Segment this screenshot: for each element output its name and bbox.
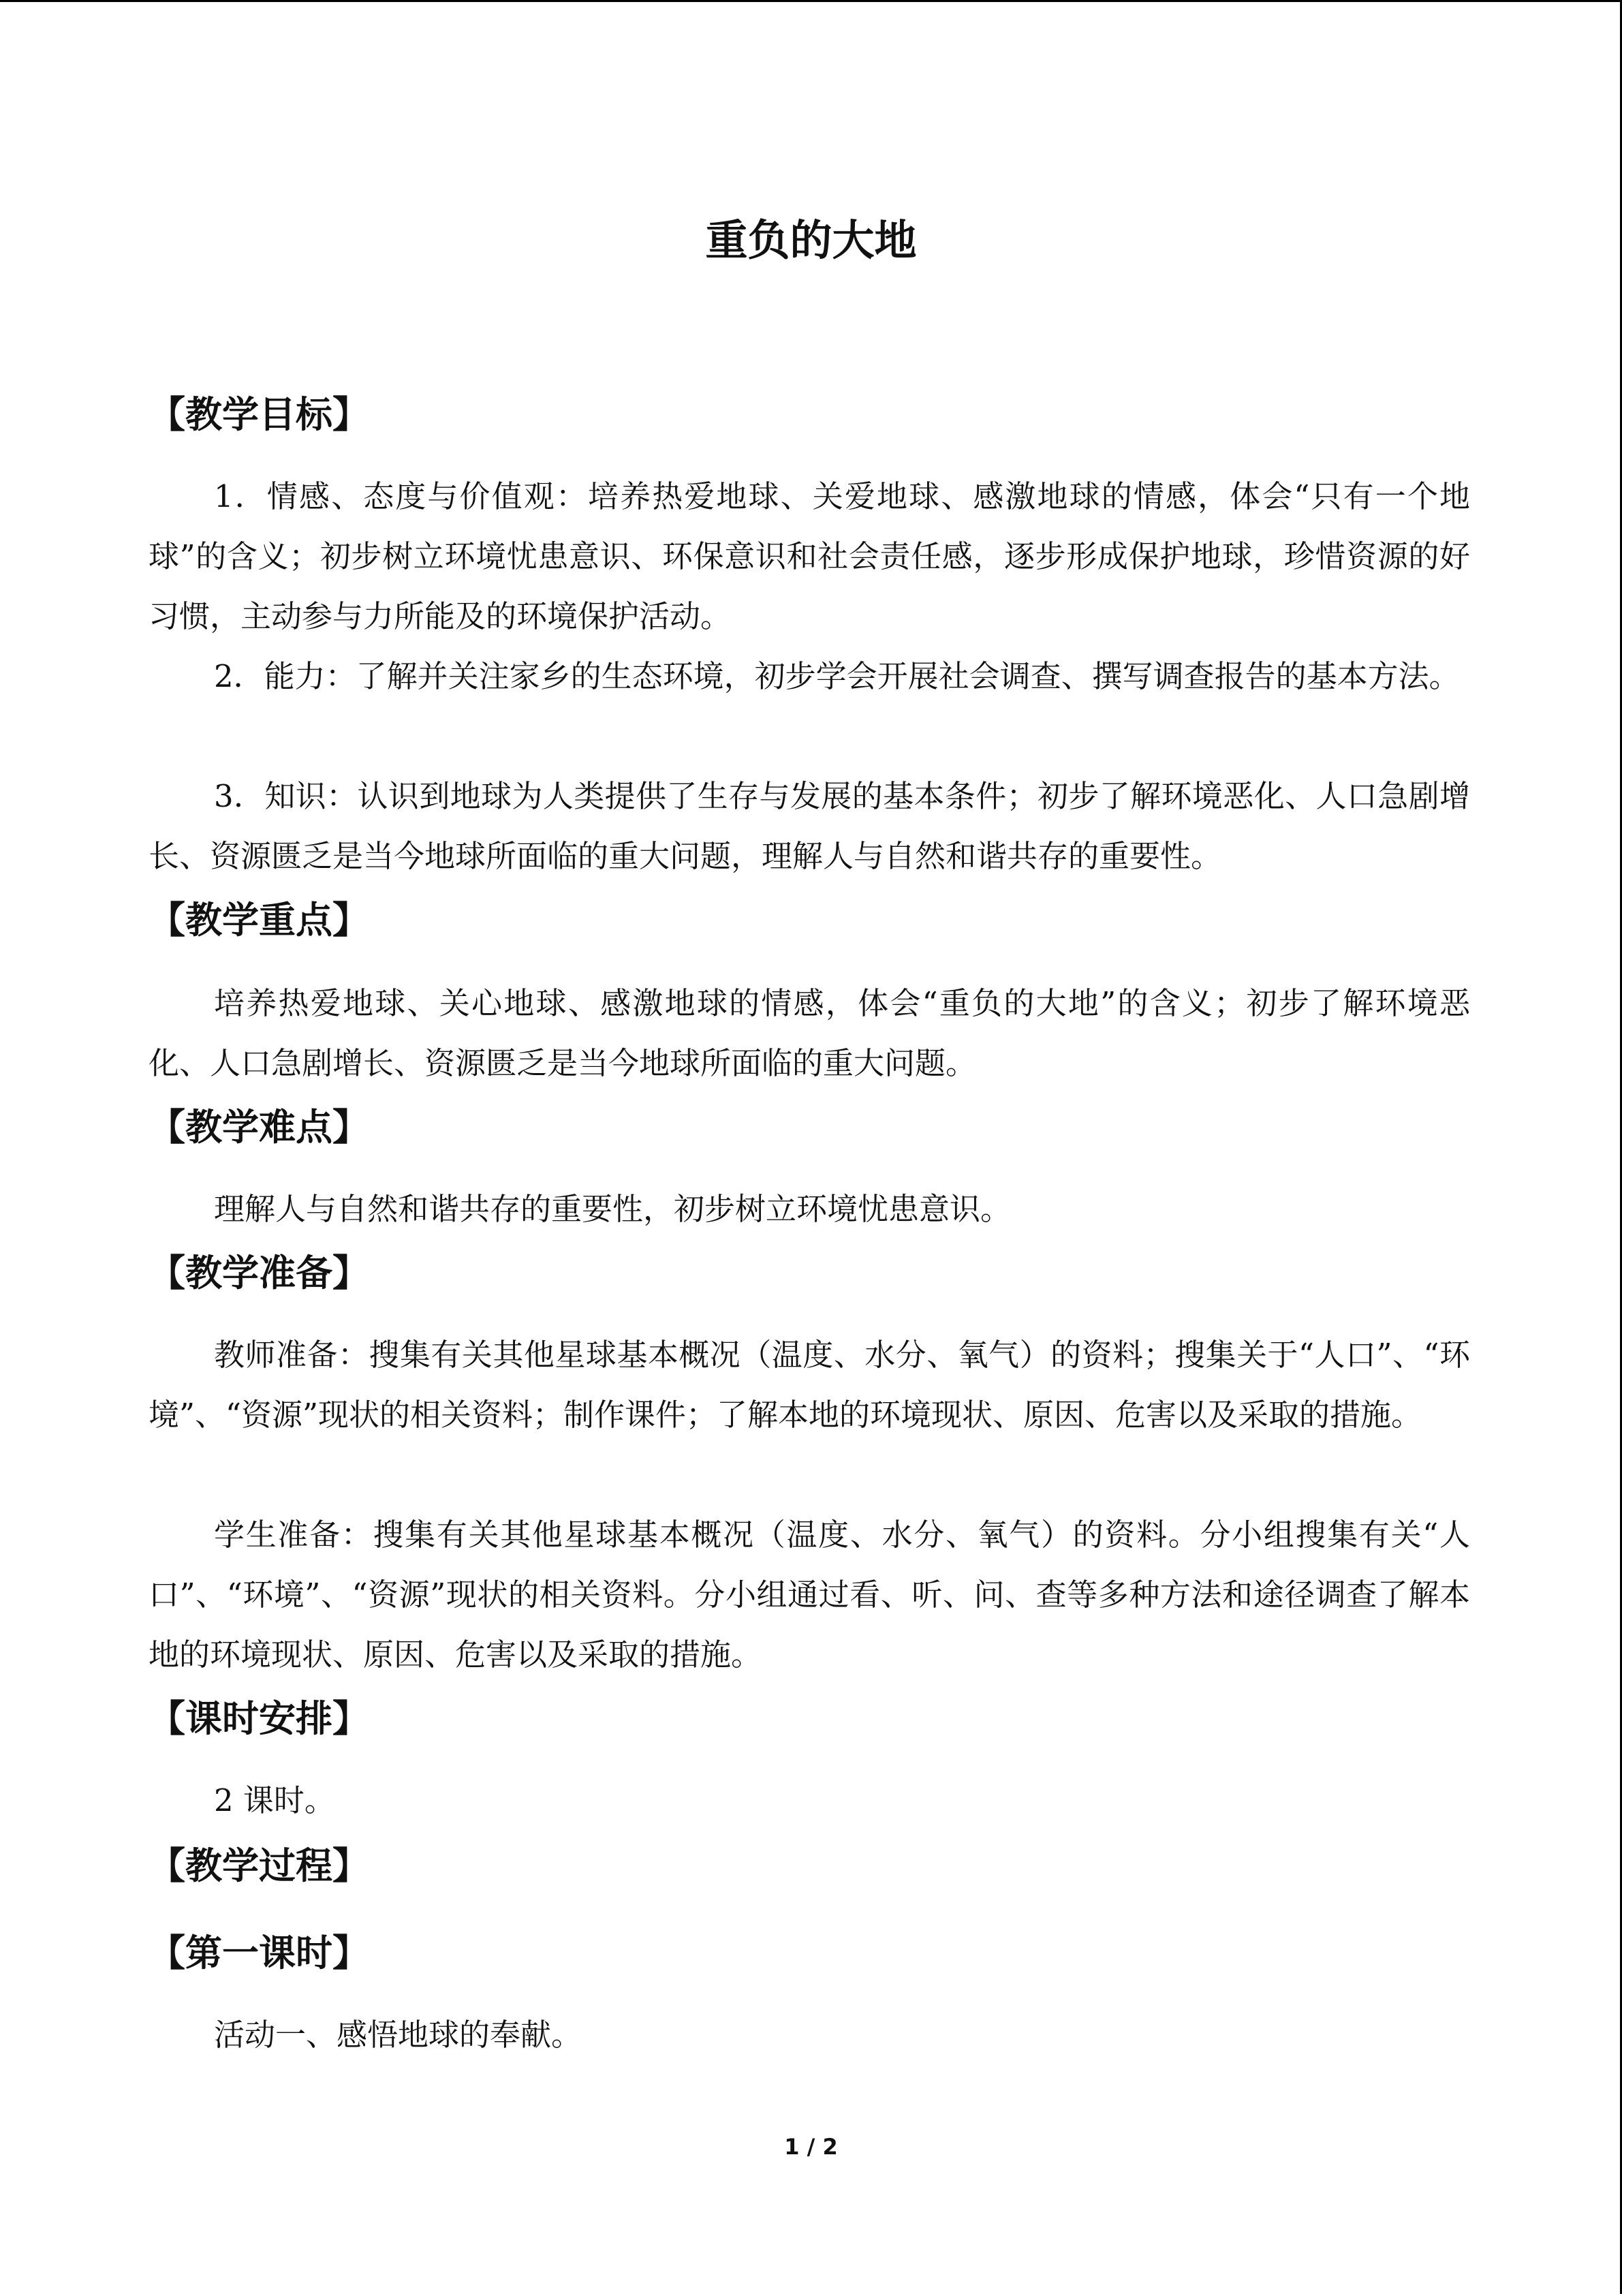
heading-first-lesson: 【第一课时】 — [149, 1931, 369, 1974]
goals-paragraph-3: 3．知识：认识到地球为人类提供了生存与发展的基本条件；初步了解环境恶化、人口急剧增长、资源匮乏是当今地球所面临的重大问题，理解人与自然和谐共存的重要性。 — [149, 778, 1470, 874]
document-title: 重负的大地 — [705, 215, 917, 265]
heading-preparation: 【教学准备】 — [149, 1251, 369, 1294]
heading-difficulties: 【教学难点】 — [149, 1105, 369, 1149]
heading-key-points: 【教学重点】 — [149, 898, 369, 942]
key-points-paragraph: 培养热爱地球、关心地球、感激地球的情感，体会“重负的大地”的含义；初步了解环境恶化、人口急剧增长、资源匮乏是当今地球所面临的重大问题。 — [149, 985, 1470, 1081]
preparation-teacher-paragraph: 教师准备：搜集有关其他星球基本概况（温度、水分、氧气）的资料；搜集关于“人口”、“环境”、“资源”现状的相关资料；制作课件；了解本地的环境现状、原因、危害以及采取的措施。 — [149, 1337, 1470, 1433]
heading-schedule: 【课时安排】 — [149, 1696, 369, 1740]
goals-paragraph-1: 1．情感、态度与价值观：培养热爱地球、关爱地球、感激地球的情感，体会“只有一个地球”的含义；初步树立环境忧患意识、环保意识和社会责任感，逐步形成保护地球，珍惜资源的好习惯，主动参与力所能及的环境保护活动。 — [149, 478, 1470, 634]
heading-teaching-process: 【教学过程】 — [149, 1844, 369, 1887]
heading-teaching-goals: 【教学目标】 — [149, 392, 369, 436]
page-number: 1 / 2 — [784, 2134, 838, 2160]
schedule-paragraph: 2 课时。 — [214, 1782, 335, 1818]
goals-paragraph-2: 2．能力：了解并关注家乡的生态环境，初步学会开展社会调查、撰写调查报告的基本方法。 — [214, 658, 1460, 694]
document-page — [0, 2, 1622, 2296]
activity-one-paragraph: 活动一、感悟地球的奉献。 — [214, 2017, 582, 2053]
difficulties-paragraph: 理解人与自然和谐共存的重要性，初步树立环境忧患意识。 — [214, 1191, 1012, 1227]
preparation-student-paragraph: 学生准备：搜集有关其他星球基本概况（温度、水分、氧气）的资料。分小组搜集有关“人口”、“环境”、“资源”现状的相关资料。分小组通过看、听、问、查等多种方法和途径调查了解本地的环境现状、原因、危害以及采取的措施。 — [149, 1517, 1470, 1673]
